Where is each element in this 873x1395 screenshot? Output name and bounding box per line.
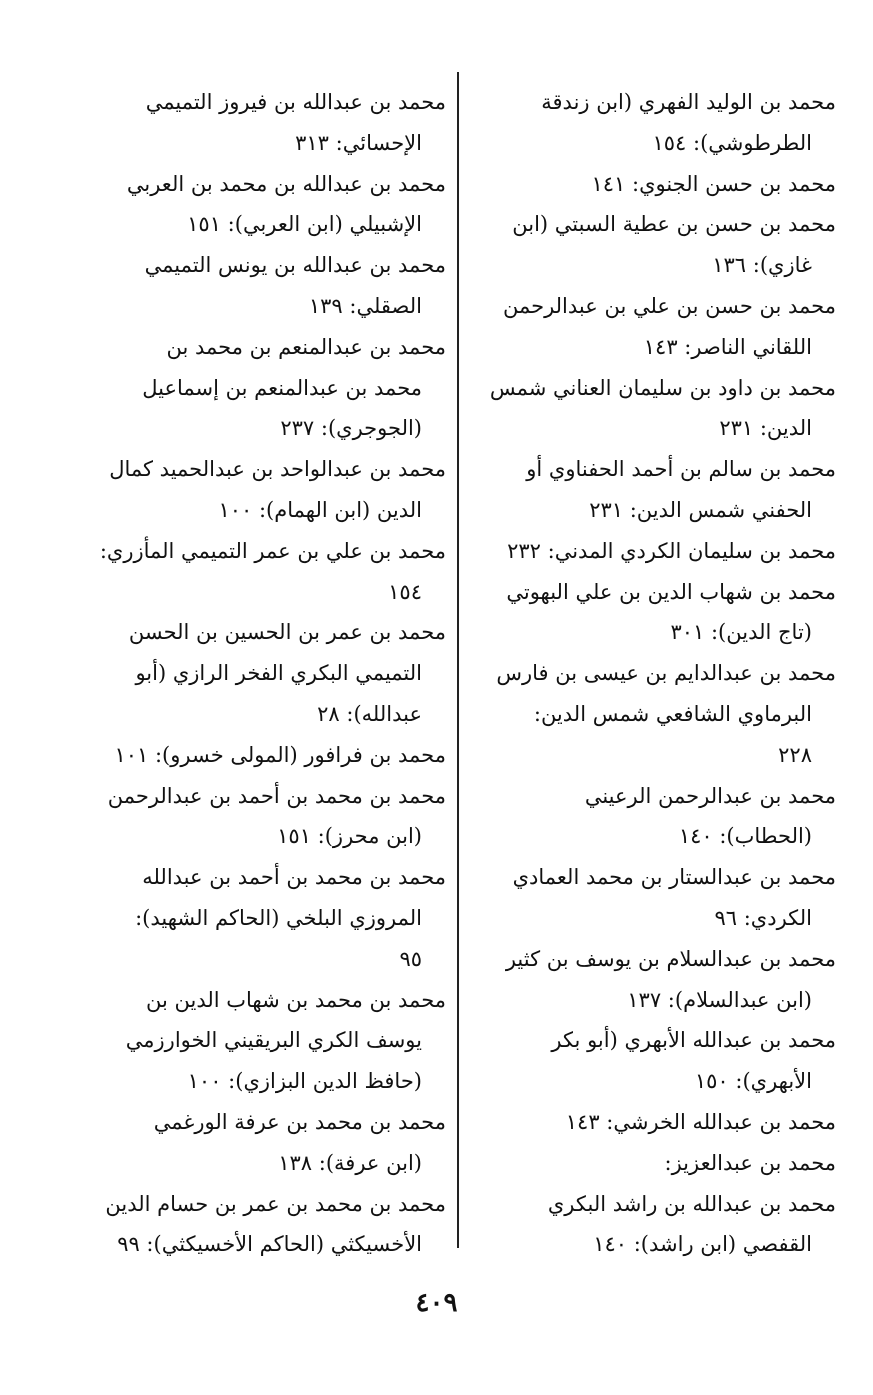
index-entry	[470, 653, 836, 775]
index-entry-continuation: الإحسائي: ٣١٣	[295, 130, 422, 155]
index-entry-line: محمد بن سليمان الكردي المدني: ٢٣٢	[507, 538, 836, 563]
index-entry-continuation: (الحطاب): ١٤٠	[678, 824, 812, 849]
index-entry-line: محمد بن عبدالله بن راشد البكري	[547, 1191, 836, 1216]
index-entry-continuation: (ابن عبدالسلام): ١٣٧	[627, 987, 812, 1012]
index-entry-continuation: غازي): ١٣٦	[712, 253, 812, 278]
index-entry-continuation: اللقاني الناصر: ١٤٣	[643, 334, 812, 359]
index-entry	[470, 572, 836, 654]
index-entry	[470, 1143, 836, 1184]
index-entry-continuation: (ابن عرفة): ١٣٨	[278, 1150, 422, 1175]
index-entry-line: محمد بن محمد بن عمر بن حسام الدين	[105, 1191, 446, 1216]
index-entry-line: محمد بن حسن الجنوي: ١٤١	[591, 171, 836, 196]
index-entry-continuation: الكردي: ٩٦	[714, 905, 812, 930]
index-entry	[470, 531, 836, 572]
index-entry-line: محمد بن عبدالدايم بن عيسى بن فارس	[496, 661, 836, 686]
index-entry	[470, 776, 836, 858]
index-entry	[80, 612, 446, 734]
index-entry-line: محمد بن عبدالرحمن الرعيني	[584, 783, 836, 808]
index-entry	[470, 857, 836, 939]
index-entry-line: محمد بن عبدالله بن يونس التميمي	[144, 253, 446, 278]
index-entry-line: محمد بن محمد بن أحمد بن عبدالرحمن	[107, 783, 446, 808]
index-entry-line: محمد بن محمد بن عرفة الورغمي	[153, 1109, 446, 1134]
index-entry-continuation: القفصي (ابن راشد): ١٤٠	[593, 1232, 812, 1257]
index-entry	[470, 1184, 836, 1266]
index-entry	[80, 327, 446, 449]
index-entry	[470, 204, 836, 286]
index-entry	[80, 1184, 446, 1266]
index-entry-line: محمد بن عبدالواحد بن عبدالحميد كمال	[109, 457, 446, 482]
index-entry-continuation: عبدالله): ٢٨	[317, 701, 422, 726]
index-entry-line: محمد بن عبدالله بن فيروز التميمي	[145, 90, 446, 114]
index-entry-line: محمد بن عبدالله الخرشي: ١٤٣	[565, 1109, 836, 1134]
index-entry-line: محمد بن شهاب الدين بن علي البهوتي	[506, 579, 836, 604]
index-entry-line: محمد بن عبدالستار بن محمد العمادي	[512, 865, 836, 890]
index-entry-line: محمد بن عبدالعزيز:	[664, 1150, 836, 1175]
index-entry-continuation: محمد بن عبدالمنعم بن إسماعيل	[142, 375, 422, 400]
index-entry-continuation: يوسف الكري البريقيني الخوارزمي	[125, 1028, 422, 1053]
index-column-left	[80, 82, 446, 1265]
index-entry	[80, 164, 446, 246]
index-entry	[80, 776, 446, 858]
index-entry-line: محمد بن سالم بن أحمد الحفناوي أو	[526, 457, 836, 482]
index-entry	[470, 286, 836, 368]
index-entry-continuation: (الجوجري): ٢٣٧	[280, 416, 422, 441]
index-entry-line: محمد بن فرافور (المولى خسرو): ١٠١	[114, 742, 446, 767]
index-entry	[470, 82, 836, 164]
index-entry-line: محمد بن عبدالسلام بن يوسف بن كثير	[505, 946, 836, 971]
index-entry-line: محمد بن محمد بن أحمد بن عبدالله	[142, 865, 446, 890]
index-entry	[80, 1102, 446, 1184]
index-entry-continuation: الحفني شمس الدين: ٢٣١	[589, 497, 812, 522]
index-entry	[80, 82, 446, 164]
index-entry	[80, 980, 446, 1102]
index-entry	[80, 245, 446, 327]
index-entry	[80, 449, 446, 531]
index-entry-continuation: ٩٥	[399, 946, 422, 971]
index-entry-line: محمد بن عبدالله بن محمد بن العربي	[126, 171, 446, 196]
index-entry-line: محمد بن الوليد الفهري (ابن زندقة	[541, 90, 836, 114]
index-entry-continuation: الأخسيكثي (الحاكم الأخسيكثي): ٩٩	[117, 1232, 422, 1257]
index-entry	[470, 449, 836, 531]
index-entry-line: محمد بن عبدالله الأبهري (أبو بكر	[551, 1028, 836, 1053]
index-entry	[470, 1020, 836, 1102]
index-entry-continuation: البرماوي الشافعي شمس الدين:	[533, 701, 812, 726]
index-entry-line: محمد بن محمد بن شهاب الدين بن	[145, 987, 446, 1012]
index-entry-line: محمد بن حسن بن عطية السبتي (ابن	[512, 212, 836, 237]
index-entry	[470, 368, 836, 450]
index-entry-continuation: الصقلي: ١٣٩	[308, 293, 422, 318]
index-entry-line: محمد بن داود بن سليمان العناني شمس	[489, 375, 836, 400]
index-entry-continuation: التميمي البكري الفخر الرازي (أبو	[135, 661, 422, 686]
index-entry-continuation: الأبهري): ١٥٠	[694, 1069, 812, 1094]
index-entry-continuation: (ابن محرز): ١٥١	[277, 824, 422, 849]
index-entry-continuation: الطرطوشي): ١٥٤	[652, 130, 812, 155]
index-entry	[470, 1102, 836, 1143]
index-entry-continuation: الإشبيلي (ابن العربي): ١٥١	[187, 212, 422, 237]
index-entry-continuation: ١٥٤	[388, 579, 422, 604]
index-entry	[470, 939, 836, 1021]
index-entry	[80, 857, 446, 979]
index-entry-line: محمد بن علي بن عمر التميمي المأزري:	[99, 538, 446, 563]
index-entry-continuation: المروزي البلخي (الحاكم الشهيد):	[135, 905, 422, 930]
index-entry-continuation: الدين: ٢٣١	[719, 416, 812, 441]
index-column-right	[470, 82, 836, 1265]
index-entry-continuation: (حافظ الدين البزازي): ١٠٠	[187, 1069, 422, 1094]
index-entry	[80, 735, 446, 776]
index-entry-line: محمد بن حسن بن علي بن عبدالرحمن	[502, 293, 836, 318]
index-entry	[80, 531, 446, 613]
index-entry-continuation: (تاج الدين): ٣٠١	[670, 620, 812, 645]
index-entry	[470, 164, 836, 205]
index-entry-continuation: الدين (ابن الهمام): ١٠٠	[218, 497, 422, 522]
column-divider	[457, 72, 459, 1248]
page-number: ٤٠٩	[415, 1288, 458, 1318]
index-entry-continuation: ٢٢٨	[778, 742, 812, 767]
index-entry-line: محمد بن عبدالمنعم بن محمد بن	[166, 334, 446, 359]
index-entry-line: محمد بن عمر بن الحسين بن الحسن	[128, 620, 446, 645]
